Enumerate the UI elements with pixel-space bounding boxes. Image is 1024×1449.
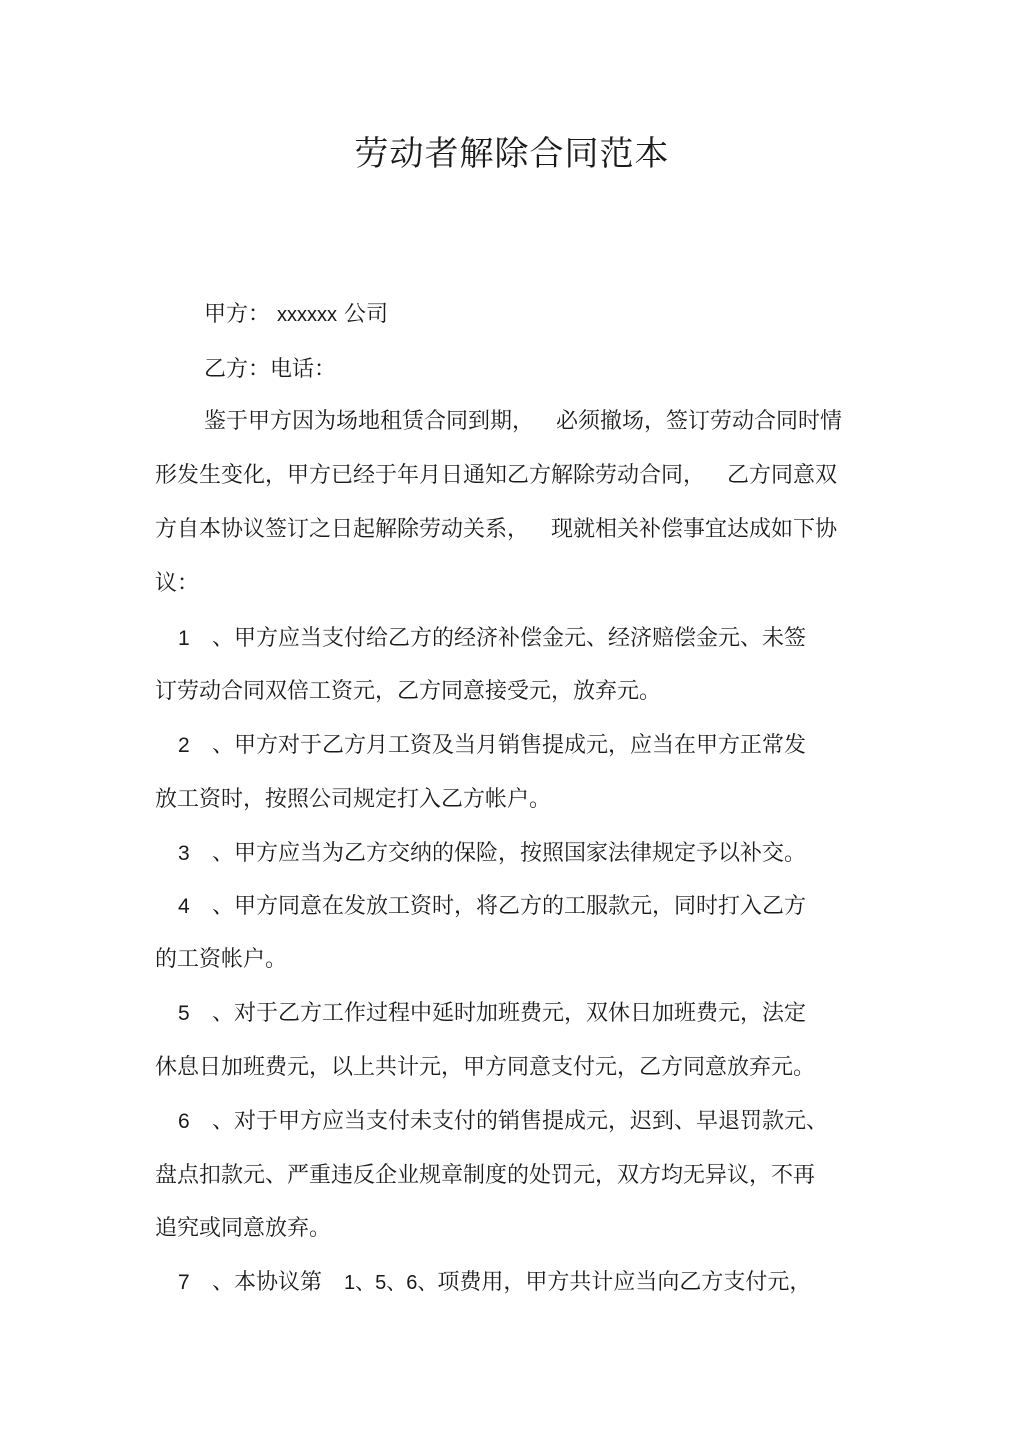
clause-5-line-2: 休息日加班费元，以上共计元，甲方同意支付元，乙方同意放弃元。 bbox=[155, 1055, 816, 1080]
clause-5-line-1 bbox=[178, 999, 806, 1029]
clause-text: 、本协议第 bbox=[212, 1270, 323, 1295]
party-b-line: 乙方：电话： bbox=[204, 357, 337, 382]
clause-6-line-2: 盘点扣款元、严重违反企业规章制度的处罚元，双方均无异议，不再 bbox=[155, 1163, 816, 1188]
clause-4-line-2: 的工资帐户。 bbox=[155, 947, 288, 972]
clause-7-line-1 bbox=[178, 1268, 811, 1298]
clause-number: 6 bbox=[178, 1110, 190, 1133]
preamble-text: 方自本协议签订之日起解除劳动关系， bbox=[155, 517, 530, 542]
clause-1-line-2: 订劳动合同双倍工资元，乙方同意接受元，放弃元。 bbox=[155, 679, 662, 704]
clause-text: 、甲方对于乙方月工资及当月销售提成元，应当在甲方正常发 bbox=[212, 733, 807, 758]
preamble-line-1 bbox=[204, 407, 842, 437]
clause-text: 项费用，甲方共计应当向乙方支付元， bbox=[437, 1270, 812, 1295]
clause-text: 、对于甲方应当支付未支付的销售提成元，迟到、早退罚款元、 bbox=[212, 1109, 829, 1134]
preamble-text: 乙方同意双 bbox=[727, 463, 838, 488]
preamble-line-2 bbox=[155, 461, 837, 491]
clause-4-line-1 bbox=[178, 892, 806, 922]
clause-6-line-3: 追究或同意放弃。 bbox=[155, 1216, 332, 1241]
clause-text: 、甲方应当为乙方交纳的保险，按照国家法律规定予以补交。 bbox=[212, 841, 807, 866]
clause-number: 1 bbox=[178, 627, 190, 650]
clause-number: 3 bbox=[178, 842, 190, 865]
preamble-line-4: 议： bbox=[155, 571, 200, 596]
document-title: 劳动者解除合同范本 bbox=[354, 134, 670, 174]
clause-text: 、对于乙方工作过程中延时加班费元，双休日加班费元，法定 bbox=[212, 1001, 807, 1026]
preamble-text: 必须撤场，签订劳动合同时情 bbox=[556, 409, 843, 434]
clause-3-line-1 bbox=[178, 839, 806, 869]
clause-text: 、甲方应当支付给乙方的经济补偿金元、经济赔偿金元、未签 bbox=[212, 626, 807, 651]
preamble-text: 形发生变化，甲方已经于年月日通知乙方解除劳动合同， bbox=[155, 463, 706, 488]
clause-2-line-1 bbox=[178, 731, 806, 761]
clause-2-line-2: 放工资时，按照公司规定打入乙方帐户。 bbox=[155, 787, 552, 812]
preamble-line-3 bbox=[155, 515, 837, 545]
clause-number: 2 bbox=[178, 734, 190, 757]
clause-text: 、甲方同意在发放工资时，将乙方的工服款元，同时打入乙方 bbox=[212, 894, 807, 919]
party-a-name: xxxxxx bbox=[277, 304, 338, 326]
clause-number: 7 bbox=[178, 1271, 190, 1294]
preamble-text: 现就相关补偿事宜达成如下协 bbox=[551, 517, 838, 542]
clause-ref-numbers: 1、5、6、 bbox=[344, 1272, 438, 1294]
clause-1-line-1 bbox=[178, 624, 806, 654]
preamble-text: 鉴于甲方因为场地租赁合同到期， bbox=[204, 409, 535, 434]
party-a-suffix: 公司 bbox=[344, 302, 389, 327]
party-a-line bbox=[204, 300, 388, 330]
clause-number: 4 bbox=[178, 895, 190, 918]
party-a-label: 甲方： bbox=[204, 302, 271, 327]
clause-number: 5 bbox=[178, 1002, 190, 1025]
clause-6-line-1 bbox=[178, 1107, 828, 1137]
